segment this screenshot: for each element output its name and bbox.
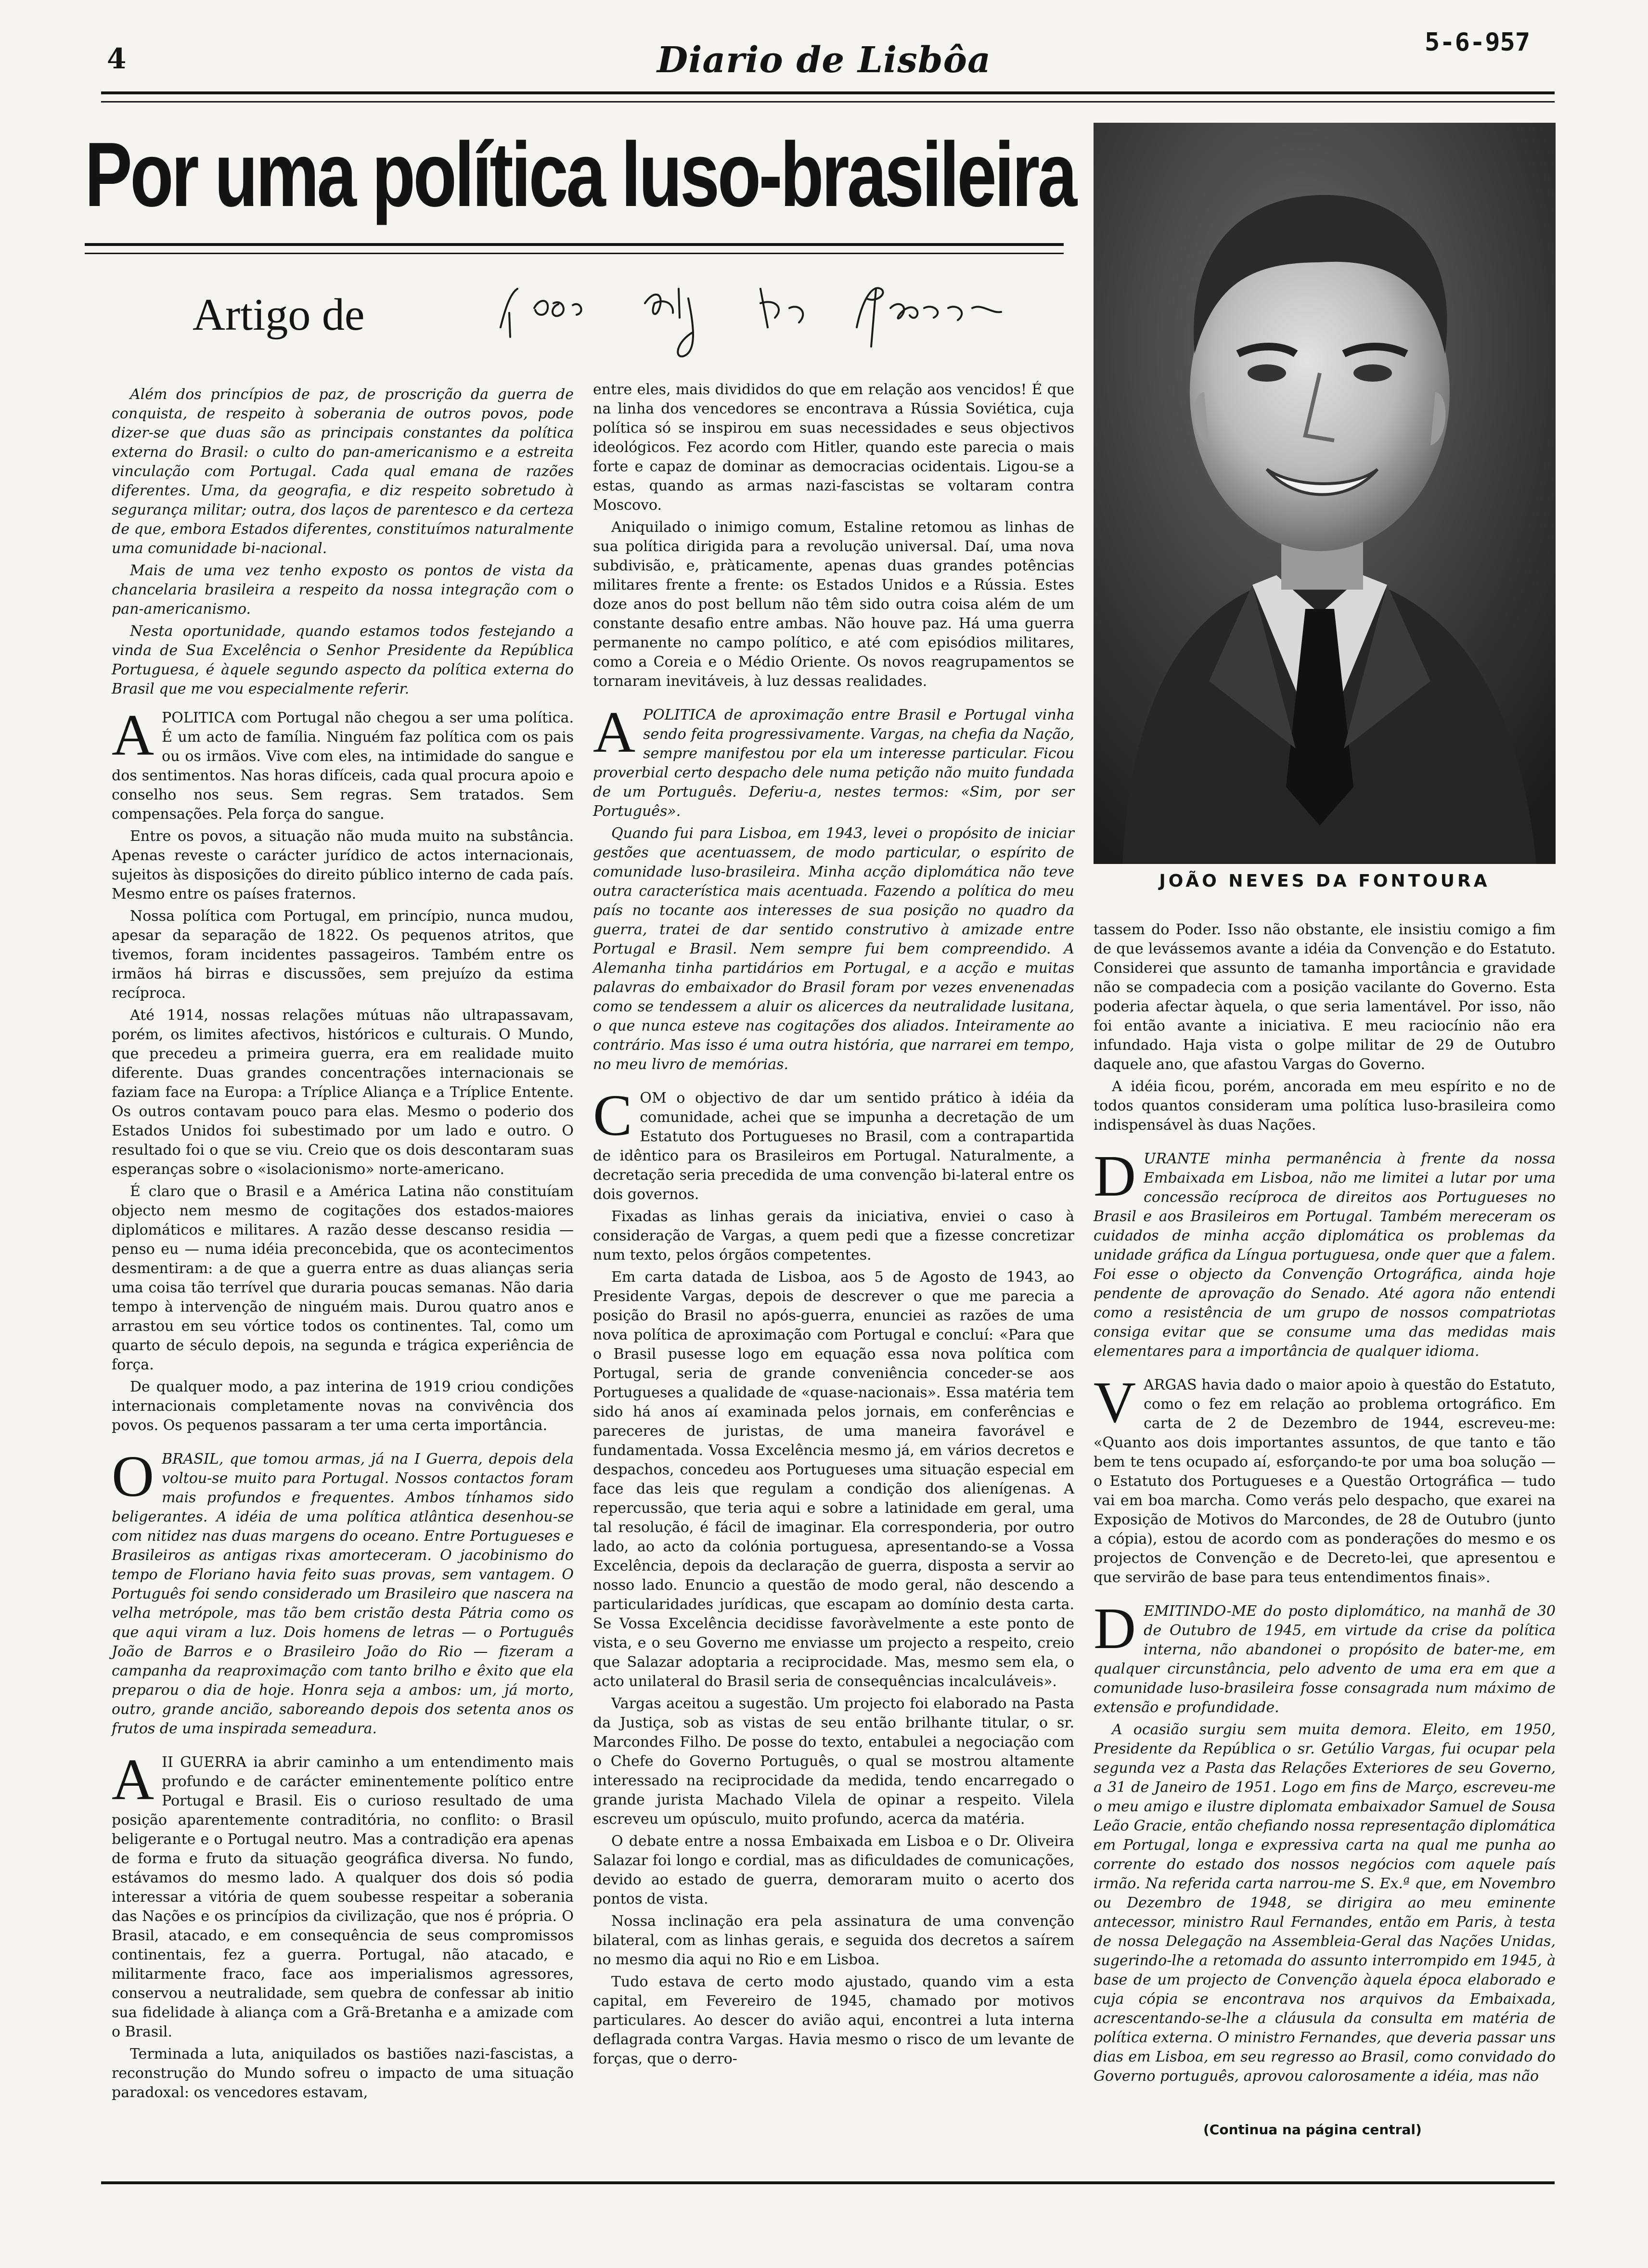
body-paragraph: Em carta datada de Lisboa, aos 5 de Agosto de 1943, ao Presidente Vargas, depois de descrever o que me parecia a posição do Brasil no após-guerra, enunciei as razões de uma nova política de aproximação com Portugal e concluí: «Para que o Brasil pusesse logo em equação essa nova política com Portugal, seria de grande conveniência conceder-se aos Portugueses a qualidade de «quase-nacionais». Essa matéria tem sido há anos aí examinada pelos jornais, em conferências e pareceres de juristas, de uma maneira favorável e fundamentada. Vossa Excelência mesmo já, em vários decretos e despachos, concedeu aos Portugueses uma situação especial em face das leis que regulam a condição dos alienígenas. A repercussão, que teria aqui e sobre a latinidade em geral, uma tal resolução, é fácil de imaginar. Ela corresponderia, por outro lado, ao acto da colónia portuguesa, apresentando-se a Vossa Excelência, depois da declaração de guerra, disposta a servir ao nosso lado. Enuncio a questão de modo geral, não descendo a particularidades jurídicas, que escapam ao domínio desta carta. Se Vossa Excelência decidisse favoràvelmente a este ponto de vista, e o seu Governo me enviasse um projecto a respeito, creio que Salazar adoptaria a reciprocidade. Mas, mesmo sem ela, o acto unilateral do Brasil seria de consequências incalculáveis».: [593, 1269, 1074, 1690]
drop-cap: O: [112, 1444, 154, 1509]
photo-caption: JOÃO NEVES DA FONTOURA: [1159, 871, 1490, 891]
intro-paragraph: Nesta oportunidade, quando estamos todos festejando a vinda de Sua Excelência o Senhor Presidente da República Portuguesa, é àquele segundo aspecto da política externa do Brasil que me vou especialmente referir.: [112, 623, 574, 697]
body-paragraph: POLITICA com Portugal não chegou a ser uma política. É um acto de família. Ninguém faz política com os pais ou os irmãos. Vive com eles, na intimidade do sangue e dos sentimentos. Nas horas difíceis, cada qual procura apoio e conselho nos seus. Sem regras. Sem tratados. Sem compensações. Pela força do sangue.: [112, 709, 574, 823]
body-paragraph: Nossa inclinação era pela assinatura de uma convenção bilateral, com as linhas gerais, e seguida dos decretos a saírem no mesmo dia aqui no Rio e em Lisboa.: [593, 1913, 1074, 1968]
article-intro: [112, 385, 574, 702]
footer-rule: [101, 2181, 1555, 2189]
body-paragraph: II GUERRA ia abrir caminho a um entendimento mais profundo e de carácter eminentemente político entre Portugal e Brasil. Eis o curioso resultado de uma posição aparentemente contraditória, no conflito: o Brasil beligerante e o Portugal neutro. Mas a contradição era apenas de forma e fruto da situação geográfica diversa. No fundo, estávamos do mesmo lado. A qualquer dos dois só podia interessar a vitória de quem soubesse respeitar a soberania das Nações e os princípios da civilização, que nos é própria. O Brasil, atacado, e em consequência de seus compromissos continentais, fez a guerra. Portugal, não atacado, e militarmente fraco, face aos imperialismos agressores, conservou a neutralidade, sem quebra de confessar ab initio sua fidelidade à aliança com a Grã-Bretanha e a amizade com o Brasil.: [112, 1754, 574, 2040]
body-paragraph: URANTE minha permanência à frente da nossa Embaixada em Lisboa, não me limitei a lutar por uma concessão recíproca de direitos aos Portugueses no Brasil e aos Brasileiros em Portugal. Também mereceram os cuidados de minha acção diplomática os problemas da unidade gráfica da Língua portuguesa, onde quer que a falem. Foi esse o objecto da Convenção Ortográfica, ainda hoje pendente de aprovação do Senado. Até agora não entendi como a resistência de um grupo de nossos compatriotas consiga evitar que se consume uma das medidas mais elementares para a importância de qualquer idioma.: [1094, 1150, 1556, 1360]
body-paragraph: Terminada a luta, aniquilados os bastiões nazi-fascistas, a reconstrução do Mundo sofreu o impacto de uma situação paradoxal: os vencedores estavam,: [112, 2046, 574, 2101]
drop-cap: D: [1094, 1596, 1136, 1661]
body-paragraph: EMITINDO-ME do posto diplomático, na manhã de 30 de Outubro de 1945, em virtude da crise da política interna, não abandonei o propósito de bater-me, em qualquer circunstância, pelo advento de uma era em que a comunidade luso-brasileira fosse consagrada num máximo de extensão e profundidade.: [1094, 1603, 1556, 1716]
body-paragraph: Até 1914, nossas relações mútuas não ultrapassavam, porém, os limites afectivos, históricos e culturais. O Mundo, que precedeu a primeira guerra, era em realidade muito diferente. Duas grandes concentrações internacionais se faziam face na Europa: a Tríplice Aliança e a Tríplice Entente. Os outros contavam pouco para elas. Mesmo o poderio dos Estados Unidos foi subestimado por um lado e outro. O resultado foi o que se viu. Creio que os dois descontaram suas esperanças sobre o «isolacionismo» norte-americano.: [112, 1007, 574, 1178]
body-paragraph: Nossa política com Portugal, em princípio, nunca mudou, apesar da separação de 1822. Os pequenos atritos, que tivemos, foram incidentes passageiros. Também entre os irmãos há birras e discussões, sem prejuízo da estima recíproca.: [112, 908, 574, 1002]
body-paragraph: Fixadas as linhas gerais da iniciativa, enviei o caso à consideração de Vargas, a quem pedi que a fizesse concretizar num texto, pelos órgãos competentes.: [593, 1208, 1074, 1263]
drop-cap: C: [593, 1083, 632, 1148]
page-number: 4: [107, 42, 127, 75]
body-paragraph: Entre os povos, a situação não muda muito na substância. Apenas reveste o carácter jurídico de actos internacionais, sujeitos às disposições do direito público interno de cada país. Mesmo entre os países fraternos.: [112, 828, 574, 902]
drop-cap: V: [1094, 1370, 1136, 1435]
body-paragraph: BRASIL, que tomou armas, já na I Guerra, depois dela voltou-se muito para Portugal. Nossos contactos foram mais profundos e frequentes. Ambos tínhamos sido beligerantes. A idéia de uma política atlântica desenhou-se com nitidez nas duas margens do oceano. Entre Portugueses e Brasileiros as antigas rixas amorteceram. O jacobinismo do tempo de Floriano havia feito suas provas, sem vantagem. O Português foi sendo considerado um Brasileiro que nascera na velha metrópole, mas tão bem cristão desta Pátria como os que aqui viram a luz. Dois homens de letras — o Português João de Barros e o Brasileiro João do Rio — fizeram a campanha da reaproximação com tanto brilho e êxito que ela preparou o dia de hoje. Honra seja a ambos: um, já morto, outro, grande ancião, saboreando depois dos setenta anos os frutos de uma inspirada semeadura.: [112, 1451, 574, 1737]
body-paragraph: A ocasião surgiu sem muita demora. Eleito, em 1950, Presidente da República o sr. Getúlio Vargas, fui ocupar pela segunda vez a Pasta das Relações Exteriores de seu Governo, a 31 de Janeiro de 1951. Logo em fins de Março, escreveu-me o meu amigo e ilustre diplomata embaixador Samuel de Sousa Leão Gracie, então chefiando nossa representação diplomática em Portugal, longa e expressiva carta na qual me punha ao corrente do estado dos nossos negócios com aquele país irmão. Na referida carta narrou-me S. Ex.ª que, em Novembro ou Dezembro de 1948, se dirigira ao meu eminente antecessor, ministro Raul Fernandes, então em Paris, à testa de nossa Delegação na Assembleia-Geral das Nações Unidas, sugerindo-lhe a retomada do assunto interrompido em 1945, à base de um projecto de Convenção àquela época elaborado e cuja cópia se encontrava nos arquivos da Embaixada, acrescentando-se-lhe a cláusula da consulta em matéria de política externa. O ministro Fernandes, que deveria passar uns dias em Lisboa, em seu regresso ao Brasil, como convidado do Governo português, aprovou calorosamente a idéia, mas não: [1094, 1721, 1556, 2085]
portrait-photo: [1094, 123, 1556, 864]
drop-cap: A: [112, 1747, 154, 1812]
body-paragraph: É claro que o Brasil e a América Latina não constituíam objecto nem mesmo de cogitações dos estados-maiores diplomáticos e militares. A razão desse descanso residia — penso eu — numa idéia preconcebida, que os acontecimentos desmentiram: a de que a guerra entre as duas alianças seria uma coisa tão terrível que duraria poucas semanas. Não daria tempo à intervenção de ninguém mais. Durou quatro anos e arrastou em seu vórtice todos os continentes. Tal, como um quarto de século depois, na segunda e trágica experiência de força.: [112, 1183, 574, 1373]
headline-rule: [85, 243, 1064, 254]
body-paragraph: tassem do Poder. Isso não obstante, ele insistiu comigo a fim de que levássemos avante a idéia da Convenção e do Estatuto. Considerei que assunto de tamanha importância e gravidade não se compadecia com a posição vacilante do Governo. Esta poderia afectar àquela, o que seria lamentável. Por isso, não foi então avante a iniciativa. E meu raciocínio não era infundado. Haja vista o golpe militar de 29 de Outubro daquele ano, que afastou Vargas do Governo.: [1094, 921, 1556, 1073]
body-paragraph: Quando fui para Lisboa, em 1943, levei o propósito de iniciar gestões que acentuassem, de modo particular, o espírito de comunidade luso-brasileira. Minha acção diplomática não teve outra característica mais acentuada. Fazendo a política do meu país no tocante aos interesses de sua posição no quadro da guerra, tratei de dar sentido construtivo à amizade entre Portugal e Brasil. Nem sempre fui bem compreendido. A Alemanha tinha partidários em Portugal, e a acção e muitas palavras do embaixador do Brasil foram por vezes envenenadas como se tendessem a aluir os alicerces da neutralidade lusitana, o que nunca esteve nas cogitações dos aliados. Inteiramente ao contrário. Mas isso é uma outra história, que narrarei em tempo, no meu livro de memórias.: [593, 825, 1074, 1073]
handwritten-signature: [491, 270, 1020, 361]
publication-date: 5-6-957: [1425, 28, 1531, 57]
body-paragraph: entre eles, mais divididos do que em relação aos vencidos! É que na linha dos vencedores se encontrava a Rússia Soviética, cuja política só se inspirou em suas necessidades e seus objectivos ideológicos. Fez acordo com Hitler, quando este parecia o mais forte e capaz de dominar as democracias ocidentais. Ligou-se a estas, quando as armas nazi-fascistas se voltaram contra Moscovo.: [593, 381, 1074, 514]
text-column-2: [593, 380, 1074, 2072]
drop-cap: A: [593, 700, 636, 765]
intro-paragraph: Além dos princípios de paz, de proscrição da guerra de conquista, de respeito à soberania de outros povos, pode dizer-se que duas são as principais constantes da política externa do Brasil: o culto do pan-americanismo e a estreita vinculação com Portugal. Cada qual emana de razões diferentes. Uma, da geografia, e diz respeito sobretudo à segurança militar; outra, dos laços de parentesco e da certeza de que, embora Estados diferentes, constituímos naturalmente uma comunidade bi-nacional.: [112, 386, 574, 557]
body-paragraph: OM o objectivo de dar um sentido prático à idéia da comunidade, achei que se impunha a decretação de um Estatuto dos Portugueses no Brasil, com a contrapartida de idêntico para os Brasileiros em Portugal. Naturalmente, a decretação seria precedida de uma convenção bi-lateral entre os dois governos.: [593, 1090, 1074, 1203]
newspaper-masthead: Diario de Lisbôa: [657, 39, 991, 81]
body-paragraph: Tudo estava de certo modo ajustado, quando vim a esta capital, em Fevereiro de 1945, chamado por motivos particulares. Ao descer do avião aqui, encontrei a luta interna deflagrada contra Vargas. Havia mesmo o risco de um levante de forças, que o derro-: [593, 1973, 1074, 2067]
text-column-3: [1094, 920, 1556, 2089]
text-column-1: [112, 703, 574, 2105]
body-paragraph: ARGAS havia dado o maior apoio à questão do Estatuto, como o fez em relação ao problema ortográfico. Em carta de 2 de Dezembro de 1944, escreveu-me: «Quanto aos dois importantes assuntos, de que tanto e tão bem te tens ocupado aí, esforçando-te por uma boa solução — o Estatuto dos Portugueses e a Questão Ortográfica — tudo vai em boa marcha. Como verás pelo despacho, que exarei na Exposição de Motivos do Marcondes, de 28 de Outubro (junto a cópia), estou de acordo com as ponderações do mesmo e os projectos de Convenção e de Decreto-lei, que apresentou e que servirão de base para teus entendimentos finais».: [1094, 1377, 1556, 1586]
body-paragraph: POLITICA de aproximação entre Brasil e Portugal vinha sendo feita progressivamente. Vargas, na chefia da Nação, sempre manifestou por ela um interesse particular. Ficou proverbial certo despacho dele numa petição não muito fundada de um Português. Deferiu-a, nestes termos: «Sim, por ser Português».: [593, 707, 1074, 820]
drop-cap: D: [1094, 1144, 1136, 1209]
byline-label: Artigo de: [193, 290, 365, 340]
drop-cap: A: [112, 703, 154, 768]
intro-paragraph: Mais de uma vez tenho exposto os pontos de vista da chancelaria brasileira a respeito da nossa integração com o pan-americanismo.: [112, 562, 574, 618]
continuation-note: (Continua na página central): [1203, 2122, 1422, 2138]
masthead-rule: [101, 91, 1555, 103]
body-paragraph: Vargas aceitou a sugestão. Um projecto foi elaborado na Pasta da Justiça, sob as vistas de seu então brilhante titular, o sr. Marcondes Filho. De posse do texto, entabulei a negociação com o Chefe do Governo Português, o qual se mostrou altamente interessado na reciprocidade da medida, tendo encarregado o grande jurista Machado Vilela de opinar a respeito. Vilela escreveu um opúsculo, muito profundo, acerca da matéria.: [593, 1695, 1074, 1828]
body-paragraph: O debate entre a nossa Embaixada em Lisboa e o Dr. Oliveira Salazar foi longo e cordial, mas as dificuldades de comunicações, devido ao estado de guerra, demoraram muito o acerto dos pontos de vista.: [593, 1833, 1074, 1907]
body-paragraph: A idéia ficou, porém, ancorada em meu espírito e no de todos quantos consideram uma política luso-brasileira como indispensável às duas Nações.: [1094, 1078, 1556, 1134]
body-paragraph: De qualquer modo, a paz interina de 1919 criou condições internacionais completamente novas na convivência dos povos. Os pequenos passaram a ter uma certa importância.: [112, 1379, 574, 1434]
article-headline: Por uma política luso-brasileira: [85, 124, 1075, 226]
body-paragraph: Aniquilado o inimigo comum, Estaline retomou as linhas de sua política dirigida para a revolução universal. Daí, uma nova subdivisão, e, pràticamente, apenas duas grandes potências militares frente a frente: os Estados Unidos e a Rússia. Estes doze anos do post bellum não têm sido outra coisa além de um constante desafio entre ambas. Não houve paz. Há uma guerra permanente no campo político, e até com episódios militares, como a Coreia e o Médio Oriente. Os novos reagrupamentos se tornaram inevitáveis, à luz dessas realidades.: [593, 519, 1074, 690]
portrait-illustration: [1094, 123, 1556, 864]
